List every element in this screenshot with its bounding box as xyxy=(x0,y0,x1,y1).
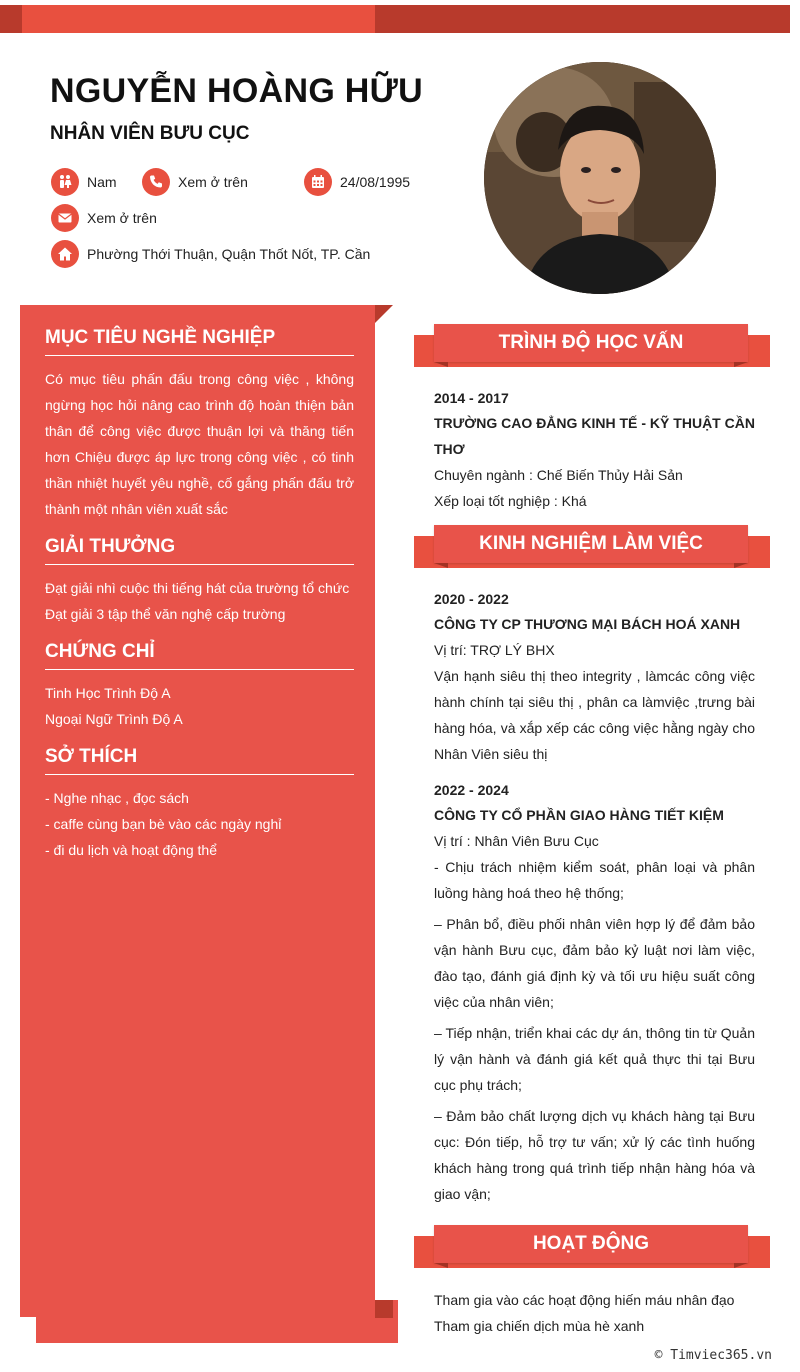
education-years: 2014 - 2017 xyxy=(434,390,509,406)
top-bar-accent xyxy=(22,5,375,33)
objective-text: Có mục tiêu phấn đấu trong công việc , không ngừng học hỏi nâng cao trình độ hoàn thiện bản thân để công việc được thuận lợi và thăng tiến hơn Chiệu được áp lực trong công việc , có tinh thần nhiệt huyết yêu nghề, cố gắng phấn đấu trở thành một nhân viên xuất sắc xyxy=(45,371,354,517)
left-panel xyxy=(20,305,375,1317)
certificates-section xyxy=(45,641,354,732)
certificate-item: Tinh Học Trình Độ A xyxy=(45,685,171,701)
phone-value: Xem ở trên xyxy=(178,174,248,190)
job-description: – Tiếp nhận, triển khai các dự án, thông tin từ Quản lý vận hành và đánh giá kết quả thực thi tại Bưu cục phụ trách; xyxy=(434,1025,755,1093)
gender-icon xyxy=(51,168,79,196)
activity-item: Tham gia chiến dịch mùa hè xanh xyxy=(434,1318,645,1334)
certificates-heading: CHỨNG CHỈ xyxy=(45,641,354,670)
job-position: Vị trí : Nhân Viên Bưu Cục xyxy=(434,833,599,849)
activities-block xyxy=(434,1287,755,1339)
email-value: Xem ở trên xyxy=(87,210,157,226)
job-years: 2020 - 2022 xyxy=(434,591,509,607)
objective-section xyxy=(45,327,354,522)
award-item: Đạt giải 3 tập thể văn nghệ cấp trường xyxy=(45,606,286,622)
calendar-icon xyxy=(304,168,332,196)
experience-heading: KINH NGHIỆM LÀM VIỆC xyxy=(434,525,748,563)
hobby-item: - caffe cùng bạn bè vào các ngày nghỉ xyxy=(45,816,282,832)
hobbies-section xyxy=(45,746,354,863)
activity-item: Tham gia vào các hoạt động hiến máu nhân đạo xyxy=(434,1292,735,1308)
hobbies-heading: SỞ THÍCH xyxy=(45,746,354,775)
left-panel-foot-fold xyxy=(375,1300,393,1318)
award-item: Đạt giải nhì cuộc thi tiếng hát của trường tổ chức xyxy=(45,580,350,596)
education-block xyxy=(434,386,755,514)
profile-photo xyxy=(484,62,716,294)
job-block xyxy=(434,778,755,1207)
education-major: Chuyên ngành : Chế Biến Thủy Hải Sản xyxy=(434,467,683,483)
education-grade: Xếp loại tốt nghiệp : Khá xyxy=(434,493,587,509)
address-info xyxy=(51,240,370,268)
phone-icon xyxy=(142,168,170,196)
copyright: © Timviec365.vn xyxy=(654,1348,772,1363)
certificate-item: Ngoại Ngữ Trình Độ A xyxy=(45,711,183,727)
job-description: Vận hạnh siêu thị theo integrity , làmcác công việc hành chính tại siêu thị , phân ca làmviệc ,trưng bài hàng hóa, và xắp xếp các công việc hằng ngày cho Nhân Viên siêu thị xyxy=(434,668,755,762)
job-title: NHÂN VIÊN BƯU CỤC xyxy=(50,123,250,144)
gender-value: Nam xyxy=(87,174,117,190)
awards-heading: GIẢI THƯỞNG xyxy=(45,536,354,565)
phone-info xyxy=(142,168,248,196)
objective-heading: MỤC TIÊU NGHỀ NGHIỆP xyxy=(45,327,354,356)
job-company: CÔNG TY CỔ PHẦN GIAO HÀNG TIẾT KIỆM xyxy=(434,807,724,823)
email-icon xyxy=(51,204,79,232)
job-position: Vị trí: TRỢ LÝ BHX xyxy=(434,642,555,658)
dob-value: 24/08/1995 xyxy=(340,174,411,190)
job-description: – Phân bổ, điều phối nhân viên hợp lý để đảm bảo vận hành Bưu cục, đảm bảo kỷ luật nơi làm việc, đào tạo, đánh giá định kỳ và tối ưu hiệu suất công việc của nhân viên; xyxy=(434,916,755,1010)
activities-heading: HOẠT ĐỘNG xyxy=(434,1225,748,1263)
job-description: – Đảm bảo chất lượng dịch vụ khách hàng tại Bưu cục: Đón tiếp, hỗ trợ tư vấn; xử lý các tình huống khách hàng trong quá trình tiếp nhận hàng hóa và giao vận; xyxy=(434,1108,755,1202)
job-description: - Chịu trách nhiệm kiểm soát, phân loại và phân luồng hàng hoá theo hệ thống; xyxy=(434,859,755,901)
hobby-item: - Nghe nhạc , đọc sách xyxy=(45,790,189,806)
address-value: Phường Thới Thuận, Quận Thốt Nốt, TP. Cần xyxy=(87,246,371,262)
activities-ribbon xyxy=(414,1225,770,1271)
hobby-item: - đi du lịch và hoạt động thể xyxy=(45,842,218,858)
job-company: CÔNG TY CP THƯƠNG MẠI BÁCH HOÁ XANH xyxy=(434,616,741,632)
awards-section xyxy=(45,536,354,627)
school-name: TRƯỜNG CAO ĐẲNG KINH TẾ - KỸ THUẬT CẦN THƠ xyxy=(434,415,755,457)
left-panel-fold xyxy=(375,305,393,323)
job-block xyxy=(434,587,755,767)
education-ribbon xyxy=(414,324,770,370)
experience-ribbon xyxy=(414,525,770,571)
job-years: 2022 - 2024 xyxy=(434,782,509,798)
gender-info xyxy=(51,168,117,196)
dob-info xyxy=(304,168,410,196)
full-name: NGUYỄN HOÀNG HỮU xyxy=(50,72,424,110)
home-icon xyxy=(51,240,79,268)
email-info xyxy=(51,204,157,232)
education-heading: TRÌNH ĐỘ HỌC VẤN xyxy=(434,324,748,362)
